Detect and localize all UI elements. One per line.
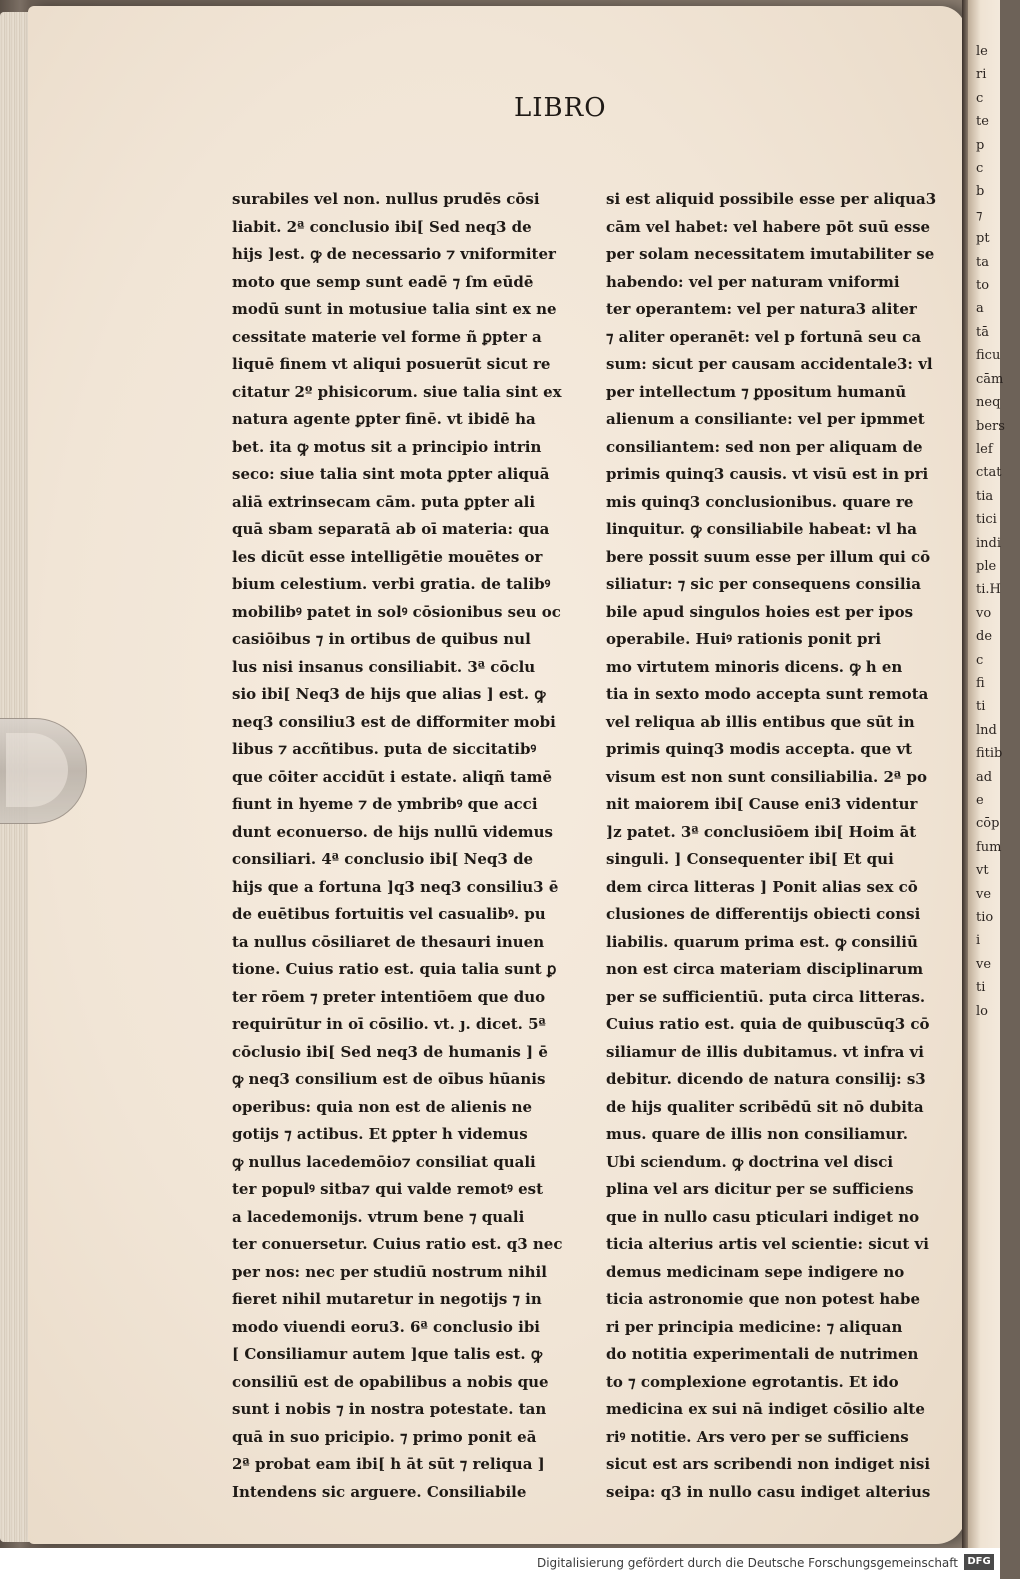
text-line: visum est non sunt consiliabilia. 2ª po	[606, 767, 927, 786]
text-line: seco: siue talia sint mota ꝑpter aliquā	[232, 465, 550, 483]
text-line: hijs que a fortuna ]q3 neq3 consiliu3 ē	[232, 877, 559, 896]
text-line: riꝰ notitie. Ars vero per se sufficiens	[606, 1427, 909, 1446]
text-line: sunt i nobis ⁊ in nostra potestate. tan	[232, 1400, 547, 1418]
text-line: ter conuersetur. Cuius ratio est. q3 nec	[232, 1235, 563, 1253]
text-line: bium celestium. verbi gratia. de talibꝰ	[232, 575, 551, 593]
facing-text-fragment: ctat	[976, 465, 1002, 481]
text-line: ta nullus cōsiliaret de thesauri inuen	[232, 932, 545, 951]
text-line: mo virtutem minoris dicens. ꝙ h en	[606, 657, 903, 676]
facing-text-fragment: a	[976, 301, 984, 317]
facing-text-fragment: i	[976, 933, 981, 949]
text-line: a lacedemonijs. vtrum bene ⁊ quali	[232, 1207, 525, 1226]
text-line: ⁊ aliter operanēt: vel p fortunā seu ca	[606, 327, 922, 346]
text-line: [ Consiliamur autem ]que talis est. ꝙ	[232, 1345, 543, 1363]
text-line: dunt econuerso. de hijs nullū videmus	[232, 822, 553, 841]
dfg-logo: DFG	[964, 1554, 994, 1570]
text-line: ticia astronomie que non potest habe	[606, 1290, 921, 1308]
facing-page	[968, 0, 1005, 1548]
text-line: citatur 2º phisicorum. siue talia sint ex	[232, 382, 562, 401]
text-line: siliatur: ⁊ sic per consequens consilia	[606, 575, 921, 593]
facing-text-fragment: cām	[976, 371, 1004, 387]
text-line: natura agente ꝑpter finē. vt ibidē ha	[232, 410, 536, 428]
facing-text-fragment: ti.H	[976, 582, 1001, 598]
text-line: do notitia experimentali de nutrimen	[606, 1345, 919, 1363]
facing-text-fragment: lnd	[976, 722, 997, 738]
facing-text-fragment: c	[976, 161, 984, 177]
text-line: debitur. dicendo de natura consilij: s3	[606, 1070, 926, 1088]
text-line: to ⁊ complexione egrotantis. Et ido	[606, 1372, 899, 1391]
text-line: bet. ita ꝙ motus sit a principio intrin	[232, 437, 542, 456]
text-line: sicut est ars scribendi non indiget nisi	[606, 1455, 931, 1473]
text-line: libus ⁊ accñtibus. puta de siccitatibꝰ	[232, 740, 537, 758]
text-line: operibus: quia non est de alienis ne	[232, 1097, 533, 1116]
text-line: singuli. ] Consequenter ibi[ Et qui	[606, 850, 894, 868]
facing-text-fragment: c	[976, 652, 984, 668]
text-line: demus medicinam sepe indigere no	[606, 1262, 905, 1281]
text-line: clusiones de differentijs obiecti consi	[606, 905, 921, 923]
text-line: nit maiorem ibi[ Cause eni3 videntur	[606, 795, 918, 813]
facing-text-fragment: fi	[976, 675, 985, 691]
facing-text-fragment: lef	[976, 441, 993, 457]
text-line: que cōiter accidūt i estate. aliqñ tamē	[232, 767, 553, 786]
text-line: ter rōem ⁊ preter intentiōem que duo	[232, 987, 546, 1006]
facing-text-fragment: c	[976, 90, 984, 106]
text-line: ꝙ neq3 consilium est de oībus hūanis	[232, 1070, 546, 1088]
facing-text-fragment: p	[976, 137, 985, 153]
text-line: ri per principia medicine: ⁊ aliquan	[606, 1317, 903, 1336]
text-line: bile apud singulos hoies est per ipos	[606, 602, 914, 621]
footer-bar	[0, 1548, 1000, 1579]
text-line: tia in sexto modo accepta sunt remota	[606, 685, 929, 703]
facing-text-fragment: fitib	[976, 746, 1003, 762]
facing-text-fragment: ve	[976, 956, 992, 972]
text-line: quā in suo pricipio. ⁊ primo ponit eā	[232, 1427, 537, 1446]
text-line: siliamur de illis dubitamus. vt infra vi	[606, 1042, 924, 1061]
text-line: operabile. Huiꝰ rationis ponit pri	[606, 630, 882, 648]
text-line: seipa: q3 in nullo casu indiget alterius	[606, 1482, 931, 1501]
text-line: requirūtur in oī cōsilio. vt. ȷ. dicet. 5ª	[232, 1015, 546, 1033]
facing-text-fragment: indi	[976, 535, 1002, 551]
digitization-credit: Digitalisierung gefördert durch die Deutsche Forschungsgemeinschaft	[536, 1556, 958, 1570]
text-line: liabit. 2ª conclusio ibi[ Sed neq3 de	[232, 217, 532, 236]
facing-text-fragment: neq	[976, 395, 1001, 411]
text-line: consiliantem: sed non per aliquam de	[606, 437, 923, 456]
text-line: habendo: vel per naturam vniformi	[606, 272, 900, 291]
text-line: de hijs qualiter scribēdū sit nō dubita	[606, 1097, 924, 1116]
facing-text-fragment: ve	[976, 886, 992, 902]
facing-text-fragment: fum	[976, 839, 1002, 855]
text-line: per nos: nec per studiū nostrum nihil	[232, 1262, 547, 1281]
text-line: modo viuendi eoru3. 6ª conclusio ibi	[232, 1317, 541, 1336]
text-line: sio ibi[ Neq3 de hijs que alias ] est. ꝙ	[232, 685, 546, 703]
facing-text-fragment: ta	[976, 254, 989, 270]
text-line: per solam necessitatem imutabiliter se	[606, 245, 935, 263]
text-line: per se sufficientiū. puta circa litteras.	[606, 987, 926, 1006]
text-line: que in nullo casu pticulari indiget no	[606, 1207, 920, 1226]
text-line: 2ª probat eam ibi[ h āt sūt ⁊ reliqua ]	[232, 1455, 545, 1473]
text-line: Cuius ratio est. quia de quibuscūq3 cō	[606, 1015, 930, 1033]
text-line: ticia alterius artis vel scientie: sicut vi	[606, 1235, 929, 1253]
facing-text-fragment: to	[976, 278, 990, 294]
text-line: liabilis. quarum prima est. ꝙ consiliū	[606, 932, 918, 951]
text-line: surabiles vel non. nullus prudēs cōsi	[232, 190, 540, 208]
facing-text-fragment: cōp	[976, 816, 1000, 832]
text-line: ꝙ nullus lacedemōio⁊ consiliat quali	[232, 1152, 536, 1171]
text-line: moto que semp sunt eadē ⁊ ſm eūdē	[232, 272, 534, 291]
text-line: cōclusio ibi[ Sed neq3 de humanis ] ē	[232, 1042, 548, 1061]
running-head-title: LIBRO	[514, 93, 607, 123]
facing-text-fragment: pt	[976, 231, 990, 247]
text-line: liquē finem vt aliqui posuerūt sicut re	[232, 355, 551, 373]
text-line: tione. Cuius ratio est. quia talia sunt ꝑ	[232, 960, 557, 978]
text-line: modū sunt in motusiue talia sint ex ne	[232, 300, 557, 318]
text-line: quā sbam separatā ab oī materia: qua	[232, 520, 550, 538]
text-column-right	[606, 186, 937, 1506]
text-line: neq3 consiliu3 est de difformiter mobi	[232, 712, 556, 731]
text-line: non est circa materiam disciplinarum	[606, 960, 924, 978]
facing-text-fragment: e	[976, 793, 984, 808]
text-line: cessitate materie vel forme ñ ꝑpter a	[232, 327, 542, 346]
text-line: mus. quare de illis non consiliamur.	[606, 1125, 909, 1143]
text-line: per intellectum ⁊ ꝑpositum humanū	[606, 382, 907, 401]
text-line: plina vel ars dicitur per se sufficiens	[606, 1180, 914, 1198]
text-line: fieret nihil mutaretur in negotijs ⁊ in	[232, 1290, 542, 1308]
facing-text-fragment: tia	[976, 488, 994, 504]
text-line: consiliū est de opabilibus a nobis que	[232, 1372, 549, 1391]
text-line: linquitur. ꝙ consiliabile habeat: vl ha	[606, 520, 917, 538]
text-line: gotijs ⁊ actibus. Et ꝑpter h videmus	[232, 1125, 528, 1143]
facing-text-fragment: tio	[976, 910, 994, 926]
text-line: ter populꝰ sitba⁊ qui valde remotꝰ est	[232, 1180, 544, 1198]
text-line: les dicūt esse intelligētie mouētes or	[232, 547, 543, 566]
text-line: ter operantem: vel per natura3 aliter	[606, 300, 917, 318]
facing-text-fragment: ti	[976, 980, 986, 996]
facing-text-fragment: ad	[976, 769, 993, 785]
facing-text-fragment: te	[976, 114, 989, 130]
text-line: mobilibꝰ patet in solꝰ cōsionibus seu oc	[232, 602, 561, 621]
text-line: alienum a consiliante: vel per ipmmet	[606, 410, 925, 428]
facing-text-fragment: vt	[976, 863, 989, 879]
facing-text-fragment: ple	[976, 558, 997, 574]
facing-text-fragment: de	[976, 629, 993, 645]
text-line: bere possit suum esse per illum qui cō	[606, 547, 931, 566]
facing-text-fragment: ti	[976, 699, 986, 715]
facing-text-fragment: lo	[976, 1003, 988, 1019]
text-line: primis quinq3 causis. vt visū est in pri	[606, 465, 929, 483]
text-line: cām vel habet: vel habere pōt suū esse	[606, 217, 931, 236]
facing-text-fragment: b	[976, 184, 985, 200]
text-line: lus nisi insanus consiliabit. 3ª cōclu	[232, 657, 536, 676]
text-line: aliā extrinsecam cām. puta ꝑpter ali	[232, 492, 536, 511]
text-line: consiliari. 4ª conclusio ibi[ Neq3 de	[232, 850, 534, 868]
text-line: sum: sicut per causam accidentale3: vl	[606, 355, 933, 373]
facing-text-fragment: vo	[976, 605, 992, 621]
facing-text-fragment: bers	[976, 418, 1005, 434]
facing-text-fragment: ⁊	[976, 207, 983, 223]
text-line: vel reliqua ab illis entibus que sūt in	[606, 712, 915, 731]
text-line: hijs ]est. ꝙ de necessario ⁊ vniformiter	[232, 245, 556, 263]
text-line: medicina ex sui nā indiget cōsilio alte	[606, 1400, 925, 1418]
text-line: mis quinq3 conclusionibus. quare re	[606, 492, 914, 511]
facing-text-fragment: ficu	[976, 348, 1001, 364]
facing-text-fragment: le	[976, 44, 988, 59]
facing-text-fragment: tici	[976, 512, 997, 528]
text-column-left	[232, 186, 563, 1506]
text-line: casiōibus ⁊ in ortibus de quibus nul	[232, 630, 531, 648]
facing-text-fragment: ri	[976, 67, 987, 83]
text-line: de euētibus fortuitis vel casualibꝰ. pu	[232, 905, 546, 923]
text-line: si est aliquid possibile esse per aliqua3	[606, 190, 937, 208]
text-line: fiunt in hyeme ⁊ de ymbribꝰ que acci	[232, 795, 538, 813]
text-line: primis quinq3 modis accepta. que vt	[606, 740, 913, 758]
clip-highlight	[6, 733, 68, 807]
text-line: Ubi sciendum. ꝙ doctrina vel disci	[606, 1152, 894, 1171]
facing-page-text	[968, 40, 1005, 1023]
text-line: ]z patet. 3ª conclusiōem ibi[ Hoim āt	[606, 822, 917, 841]
text-line: Intendens sic arguere. Consiliabile	[232, 1482, 527, 1501]
text-line: dem circa litteras ] Ponit alias sex cō	[606, 877, 918, 896]
facing-text-fragment: tā	[976, 324, 989, 340]
